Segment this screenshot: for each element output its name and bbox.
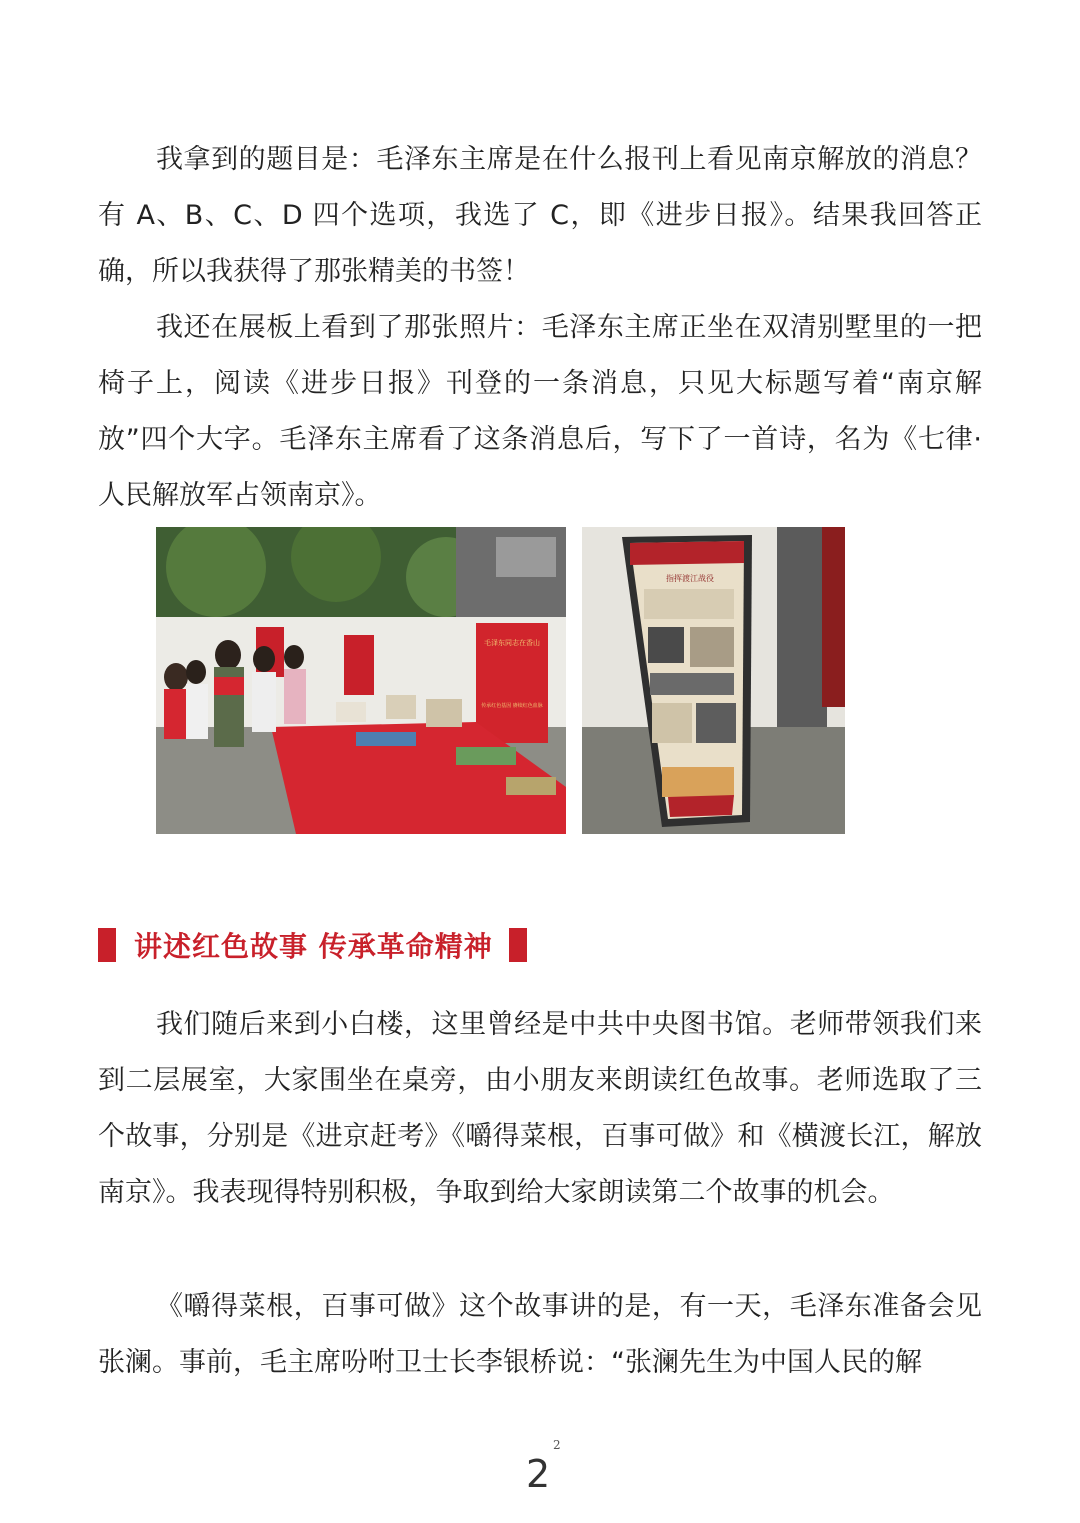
paragraph-1: 我拿到的题目是：毛泽东主席是在什么报刊上看见南京解放的消息？有 A、B、C、D 四个选项，我选了 C，即《进步日报》。结果我回答正确，所以我获得了那张精美的书签！ [98,144,982,287]
board-title: 指挥渡江战役 [666,574,714,583]
paragraph-4: 《嚼得菜根，百事可做》这个故事讲的是，有一天，毛泽东准备会见张澜。事前，毛主席吩咐卫士长李银桥说：“张澜先生为中国人民的解 [98,1291,982,1378]
page-number-small: 2 [553,1438,561,1452]
exhibition-photo-right [582,527,845,834]
heading-bar-right [509,928,527,962]
heading-bar-left [98,928,116,962]
exhibition-photo-left [156,527,566,834]
section-title: 讲述红色故事 传承革命精神 [134,930,493,963]
banner-text: 毛泽东同志在香山 [484,639,540,647]
section-heading [98,926,527,964]
banner-subtext: 传承红色基因 赓续红色血脉 [481,703,543,709]
paragraph-3: 我们随后来到小白楼，这里曾经是中共中央图书馆。老师带领我们来到二层展室，大家围坐在桌旁，由小朋友来朗读红色故事。老师选取了三个故事，分别是《进京赶考》《嚼得菜根，百事可做》和《横渡长江，解放南京》。我表现得特别积极，争取到给大家朗读第二个故事的机会。 [98,1009,982,1208]
page-number: 2 [526,1452,551,1496]
paragraph-2: 我还在展板上看到了那张照片：毛泽东主席正坐在双清别墅里的一把椅子上，阅读《进步日报》刊登的一条消息，只见大标题写着“南京解放”四个大字。毛泽东主席看了这条消息后，写下了一首诗，名为《七律·人民解放军占领南京》。 [98,312,982,511]
